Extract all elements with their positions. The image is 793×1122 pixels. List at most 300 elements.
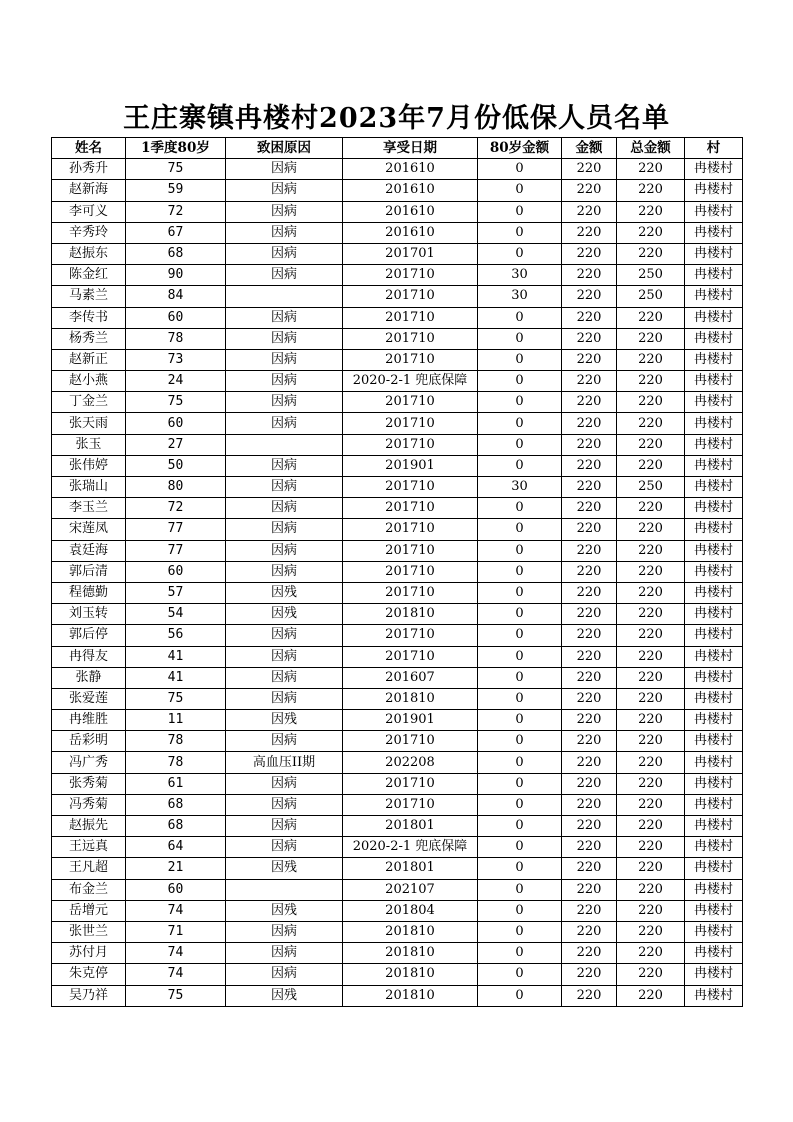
table-row	[52, 286, 743, 307]
cell-amount: 220	[562, 900, 617, 921]
cell-reason: 因病	[226, 349, 343, 370]
cell-reason: 因残	[226, 900, 343, 921]
table-row	[52, 858, 743, 879]
cell-start-date: 202107	[343, 879, 478, 900]
cell-age80-amount: 0	[478, 731, 562, 752]
cell-amount: 220	[562, 434, 617, 455]
cell-age: 60	[126, 307, 226, 328]
cell-total: 220	[617, 646, 685, 667]
cell-name: 冉得友	[52, 646, 126, 667]
table-row	[52, 159, 743, 180]
cell-amount: 220	[562, 392, 617, 413]
cell-reason: 因病	[226, 159, 343, 180]
cell-start-date: 2020-2-1 兜底保障	[343, 371, 478, 392]
cell-age: 68	[126, 816, 226, 837]
cell-age80-amount: 0	[478, 688, 562, 709]
cell-total: 220	[617, 519, 685, 540]
cell-village: 冉楼村	[685, 180, 743, 201]
cell-reason: 因残	[226, 985, 343, 1006]
cell-reason: 因病	[226, 328, 343, 349]
cell-reason: 因病	[226, 816, 343, 837]
table-body	[52, 159, 743, 1007]
cell-total: 220	[617, 964, 685, 985]
cell-amount: 220	[562, 498, 617, 519]
cell-village: 冉楼村	[685, 985, 743, 1006]
cell-name: 张秀菊	[52, 773, 126, 794]
table-row	[52, 413, 743, 434]
cell-age80-amount: 0	[478, 985, 562, 1006]
table-row	[52, 328, 743, 349]
cell-start-date: 201810	[343, 964, 478, 985]
cell-age80-amount: 0	[478, 349, 562, 370]
cell-reason: 因残	[226, 582, 343, 603]
cell-name: 宋莲凤	[52, 519, 126, 540]
cell-reason: 因病	[226, 371, 343, 392]
cell-age: 64	[126, 837, 226, 858]
cell-total: 220	[617, 307, 685, 328]
cell-age: 84	[126, 286, 226, 307]
cell-start-date: 201610	[343, 180, 478, 201]
cell-name: 赵新正	[52, 349, 126, 370]
cell-start-date: 2020-2-1 兜底保障	[343, 837, 478, 858]
cell-total: 220	[617, 582, 685, 603]
cell-total: 220	[617, 625, 685, 646]
cell-reason	[226, 434, 343, 455]
cell-total: 220	[617, 413, 685, 434]
cell-total: 220	[617, 794, 685, 815]
cell-age: 74	[126, 900, 226, 921]
header-age80-amount: 80岁金额	[478, 138, 562, 159]
cell-reason: 因残	[226, 604, 343, 625]
cell-amount: 220	[562, 964, 617, 985]
cell-age80-amount: 0	[478, 964, 562, 985]
table-row	[52, 201, 743, 222]
cell-age80-amount: 0	[478, 498, 562, 519]
cell-total: 220	[617, 858, 685, 879]
cell-amount: 220	[562, 477, 617, 498]
cell-village: 冉楼村	[685, 900, 743, 921]
table-row	[52, 349, 743, 370]
cell-age: 75	[126, 392, 226, 413]
table-row	[52, 964, 743, 985]
cell-reason: 因残	[226, 710, 343, 731]
cell-amount: 220	[562, 201, 617, 222]
cell-age: 60	[126, 561, 226, 582]
table-row	[52, 561, 743, 582]
cell-age80-amount: 0	[478, 879, 562, 900]
cell-age80-amount: 0	[478, 794, 562, 815]
cell-age80-amount: 0	[478, 752, 562, 773]
table-row	[52, 837, 743, 858]
header-total: 总金额	[617, 138, 685, 159]
cell-start-date: 201710	[343, 794, 478, 815]
cell-reason: 因病	[226, 667, 343, 688]
cell-age: 61	[126, 773, 226, 794]
cell-village: 冉楼村	[685, 540, 743, 561]
cell-amount: 220	[562, 688, 617, 709]
cell-total: 220	[617, 773, 685, 794]
cell-reason	[226, 286, 343, 307]
cell-age80-amount: 0	[478, 858, 562, 879]
cell-start-date: 201710	[343, 519, 478, 540]
cell-total: 220	[617, 434, 685, 455]
cell-name: 张爱莲	[52, 688, 126, 709]
cell-reason: 因病	[226, 688, 343, 709]
cell-total: 250	[617, 477, 685, 498]
cell-age: 59	[126, 180, 226, 201]
cell-village: 冉楼村	[685, 286, 743, 307]
cell-reason: 因病	[226, 307, 343, 328]
cell-amount: 220	[562, 752, 617, 773]
cell-start-date: 201610	[343, 222, 478, 243]
table-row	[52, 540, 743, 561]
cell-amount: 220	[562, 582, 617, 603]
cell-age80-amount: 0	[478, 413, 562, 434]
cell-amount: 220	[562, 710, 617, 731]
cell-village: 冉楼村	[685, 222, 743, 243]
cell-total: 220	[617, 985, 685, 1006]
cell-start-date: 201710	[343, 328, 478, 349]
cell-village: 冉楼村	[685, 646, 743, 667]
cell-name: 布金兰	[52, 879, 126, 900]
cell-start-date: 201810	[343, 921, 478, 942]
cell-age80-amount: 0	[478, 540, 562, 561]
cell-start-date: 201710	[343, 349, 478, 370]
cell-start-date: 201901	[343, 455, 478, 476]
cell-total: 220	[617, 222, 685, 243]
cell-name: 冯秀菊	[52, 794, 126, 815]
cell-amount: 220	[562, 858, 617, 879]
cell-amount: 220	[562, 371, 617, 392]
cell-name: 陈金红	[52, 265, 126, 286]
cell-age80-amount: 0	[478, 222, 562, 243]
cell-start-date: 201810	[343, 943, 478, 964]
cell-age80-amount: 0	[478, 837, 562, 858]
cell-name: 马素兰	[52, 286, 126, 307]
cell-total: 220	[617, 879, 685, 900]
header-row	[52, 138, 743, 159]
cell-start-date: 201710	[343, 286, 478, 307]
cell-name: 张玉	[52, 434, 126, 455]
cell-village: 冉楼村	[685, 349, 743, 370]
cell-age: 78	[126, 752, 226, 773]
cell-amount: 220	[562, 413, 617, 434]
cell-start-date: 201801	[343, 858, 478, 879]
cell-amount: 220	[562, 286, 617, 307]
cell-start-date: 201710	[343, 582, 478, 603]
table-row	[52, 625, 743, 646]
cell-age80-amount: 0	[478, 201, 562, 222]
cell-age80-amount: 0	[478, 582, 562, 603]
cell-name: 李玉兰	[52, 498, 126, 519]
header-reason: 致困原因	[226, 138, 343, 159]
table-row	[52, 816, 743, 837]
cell-age80-amount: 30	[478, 286, 562, 307]
cell-age: 77	[126, 540, 226, 561]
table-row	[52, 794, 743, 815]
cell-name: 袁廷海	[52, 540, 126, 561]
cell-age80-amount: 0	[478, 519, 562, 540]
cell-start-date: 201710	[343, 498, 478, 519]
cell-age: 68	[126, 243, 226, 264]
cell-total: 220	[617, 943, 685, 964]
cell-village: 冉楼村	[685, 921, 743, 942]
cell-age: 67	[126, 222, 226, 243]
table-row	[52, 265, 743, 286]
cell-name: 张伟婷	[52, 455, 126, 476]
cell-total: 220	[617, 540, 685, 561]
cell-reason: 因病	[226, 392, 343, 413]
cell-start-date: 201801	[343, 816, 478, 837]
cell-amount: 220	[562, 349, 617, 370]
table-row	[52, 604, 743, 625]
cell-name: 辛秀玲	[52, 222, 126, 243]
cell-amount: 220	[562, 180, 617, 201]
cell-village: 冉楼村	[685, 477, 743, 498]
cell-total: 220	[617, 371, 685, 392]
table-row	[52, 307, 743, 328]
cell-total: 220	[617, 328, 685, 349]
cell-reason: 因病	[226, 455, 343, 476]
cell-start-date: 201710	[343, 392, 478, 413]
table-row	[52, 477, 743, 498]
cell-reason: 因病	[226, 477, 343, 498]
cell-start-date: 201610	[343, 201, 478, 222]
cell-age: 50	[126, 455, 226, 476]
cell-amount: 220	[562, 159, 617, 180]
cell-village: 冉楼村	[685, 201, 743, 222]
beneficiary-table	[51, 137, 743, 1007]
cell-reason: 因病	[226, 837, 343, 858]
table-row	[52, 222, 743, 243]
cell-reason: 因病	[226, 921, 343, 942]
cell-village: 冉楼村	[685, 434, 743, 455]
cell-total: 220	[617, 688, 685, 709]
cell-age: 75	[126, 159, 226, 180]
cell-village: 冉楼村	[685, 582, 743, 603]
cell-age: 74	[126, 943, 226, 964]
table-row	[52, 434, 743, 455]
cell-amount: 220	[562, 561, 617, 582]
cell-age80-amount: 0	[478, 625, 562, 646]
cell-village: 冉楼村	[685, 625, 743, 646]
table-row	[52, 582, 743, 603]
cell-reason: 因病	[226, 625, 343, 646]
cell-village: 冉楼村	[685, 265, 743, 286]
header-name: 姓名	[52, 138, 126, 159]
table-row	[52, 455, 743, 476]
cell-age: 72	[126, 498, 226, 519]
cell-amount: 220	[562, 265, 617, 286]
cell-age80-amount: 0	[478, 243, 562, 264]
cell-reason: 因病	[226, 731, 343, 752]
cell-total: 220	[617, 455, 685, 476]
table-row	[52, 519, 743, 540]
cell-name: 岳增元	[52, 900, 126, 921]
cell-age: 54	[126, 604, 226, 625]
cell-age: 80	[126, 477, 226, 498]
cell-age: 71	[126, 921, 226, 942]
cell-start-date: 202208	[343, 752, 478, 773]
cell-amount: 220	[562, 773, 617, 794]
cell-name: 王远真	[52, 837, 126, 858]
cell-reason: 因病	[226, 561, 343, 582]
cell-amount: 220	[562, 540, 617, 561]
table-row	[52, 710, 743, 731]
cell-total: 220	[617, 349, 685, 370]
cell-total: 220	[617, 816, 685, 837]
cell-village: 冉楼村	[685, 688, 743, 709]
cell-village: 冉楼村	[685, 710, 743, 731]
cell-amount: 220	[562, 328, 617, 349]
cell-name: 赵振东	[52, 243, 126, 264]
cell-total: 220	[617, 180, 685, 201]
cell-village: 冉楼村	[685, 879, 743, 900]
cell-age80-amount: 0	[478, 646, 562, 667]
cell-amount: 220	[562, 731, 617, 752]
cell-name: 孙秀升	[52, 159, 126, 180]
cell-village: 冉楼村	[685, 413, 743, 434]
cell-village: 冉楼村	[685, 561, 743, 582]
cell-amount: 220	[562, 794, 617, 815]
cell-reason: 因残	[226, 858, 343, 879]
table-row	[52, 498, 743, 519]
cell-village: 冉楼村	[685, 943, 743, 964]
cell-village: 冉楼村	[685, 159, 743, 180]
cell-start-date: 201701	[343, 243, 478, 264]
cell-reason: 因病	[226, 794, 343, 815]
table-row	[52, 243, 743, 264]
cell-start-date: 201810	[343, 604, 478, 625]
cell-name: 张世兰	[52, 921, 126, 942]
cell-name: 朱克停	[52, 964, 126, 985]
cell-name: 郭后清	[52, 561, 126, 582]
cell-start-date: 201710	[343, 307, 478, 328]
cell-start-date: 201710	[343, 646, 478, 667]
cell-reason: 因病	[226, 943, 343, 964]
table-row	[52, 900, 743, 921]
cell-amount: 220	[562, 243, 617, 264]
cell-amount: 220	[562, 307, 617, 328]
cell-name: 张静	[52, 667, 126, 688]
cell-name: 冯广秀	[52, 752, 126, 773]
cell-amount: 220	[562, 985, 617, 1006]
cell-total: 220	[617, 921, 685, 942]
cell-name: 苏付月	[52, 943, 126, 964]
cell-age: 21	[126, 858, 226, 879]
cell-age: 73	[126, 349, 226, 370]
cell-age80-amount: 0	[478, 328, 562, 349]
cell-name: 张瑞山	[52, 477, 126, 498]
cell-name: 赵小燕	[52, 371, 126, 392]
table-row	[52, 731, 743, 752]
cell-age: 56	[126, 625, 226, 646]
cell-amount: 220	[562, 604, 617, 625]
cell-age80-amount: 0	[478, 900, 562, 921]
cell-amount: 220	[562, 837, 617, 858]
cell-name: 李传书	[52, 307, 126, 328]
cell-total: 220	[617, 667, 685, 688]
cell-village: 冉楼村	[685, 858, 743, 879]
cell-total: 220	[617, 159, 685, 180]
cell-name: 王凡超	[52, 858, 126, 879]
cell-age80-amount: 0	[478, 921, 562, 942]
cell-village: 冉楼村	[685, 604, 743, 625]
cell-amount: 220	[562, 222, 617, 243]
cell-amount: 220	[562, 625, 617, 646]
header-start-date: 享受日期	[343, 138, 478, 159]
cell-village: 冉楼村	[685, 964, 743, 985]
cell-age: 41	[126, 667, 226, 688]
cell-total: 220	[617, 392, 685, 413]
cell-age: 90	[126, 265, 226, 286]
cell-village: 冉楼村	[685, 667, 743, 688]
cell-name: 丁金兰	[52, 392, 126, 413]
cell-age80-amount: 0	[478, 307, 562, 328]
cell-amount: 220	[562, 667, 617, 688]
cell-start-date: 201710	[343, 773, 478, 794]
cell-age80-amount: 0	[478, 943, 562, 964]
cell-reason: 因病	[226, 265, 343, 286]
cell-start-date: 201901	[343, 710, 478, 731]
cell-reason: 因病	[226, 964, 343, 985]
cell-age: 78	[126, 731, 226, 752]
cell-amount: 220	[562, 816, 617, 837]
cell-total: 220	[617, 201, 685, 222]
table-row	[52, 392, 743, 413]
cell-age80-amount: 0	[478, 710, 562, 731]
cell-village: 冉楼村	[685, 519, 743, 540]
cell-start-date: 201710	[343, 413, 478, 434]
table-row	[52, 688, 743, 709]
cell-start-date: 201810	[343, 688, 478, 709]
table-row	[52, 752, 743, 773]
cell-age80-amount: 0	[478, 392, 562, 413]
cell-amount: 220	[562, 921, 617, 942]
cell-start-date: 201810	[343, 985, 478, 1006]
cell-age: 68	[126, 794, 226, 815]
cell-age80-amount: 30	[478, 265, 562, 286]
cell-total: 220	[617, 243, 685, 264]
cell-village: 冉楼村	[685, 773, 743, 794]
cell-reason: 因病	[226, 243, 343, 264]
cell-name: 程德勤	[52, 582, 126, 603]
cell-age: 24	[126, 371, 226, 392]
cell-age: 78	[126, 328, 226, 349]
cell-reason: 因病	[226, 773, 343, 794]
cell-total: 220	[617, 710, 685, 731]
cell-village: 冉楼村	[685, 752, 743, 773]
cell-name: 赵新海	[52, 180, 126, 201]
cell-village: 冉楼村	[685, 731, 743, 752]
cell-age: 75	[126, 688, 226, 709]
cell-age: 41	[126, 646, 226, 667]
cell-village: 冉楼村	[685, 392, 743, 413]
cell-start-date: 201710	[343, 265, 478, 286]
table-row	[52, 943, 743, 964]
table-row	[52, 371, 743, 392]
cell-age: 11	[126, 710, 226, 731]
cell-name: 刘玉转	[52, 604, 126, 625]
cell-amount: 220	[562, 879, 617, 900]
cell-total: 220	[617, 752, 685, 773]
document-title: 王庄寨镇冉楼村2023年7月份低保人员名单	[123, 103, 670, 134]
table-row	[52, 921, 743, 942]
cell-total: 220	[617, 900, 685, 921]
cell-amount: 220	[562, 519, 617, 540]
cell-reason: 因病	[226, 222, 343, 243]
cell-total: 250	[617, 286, 685, 307]
